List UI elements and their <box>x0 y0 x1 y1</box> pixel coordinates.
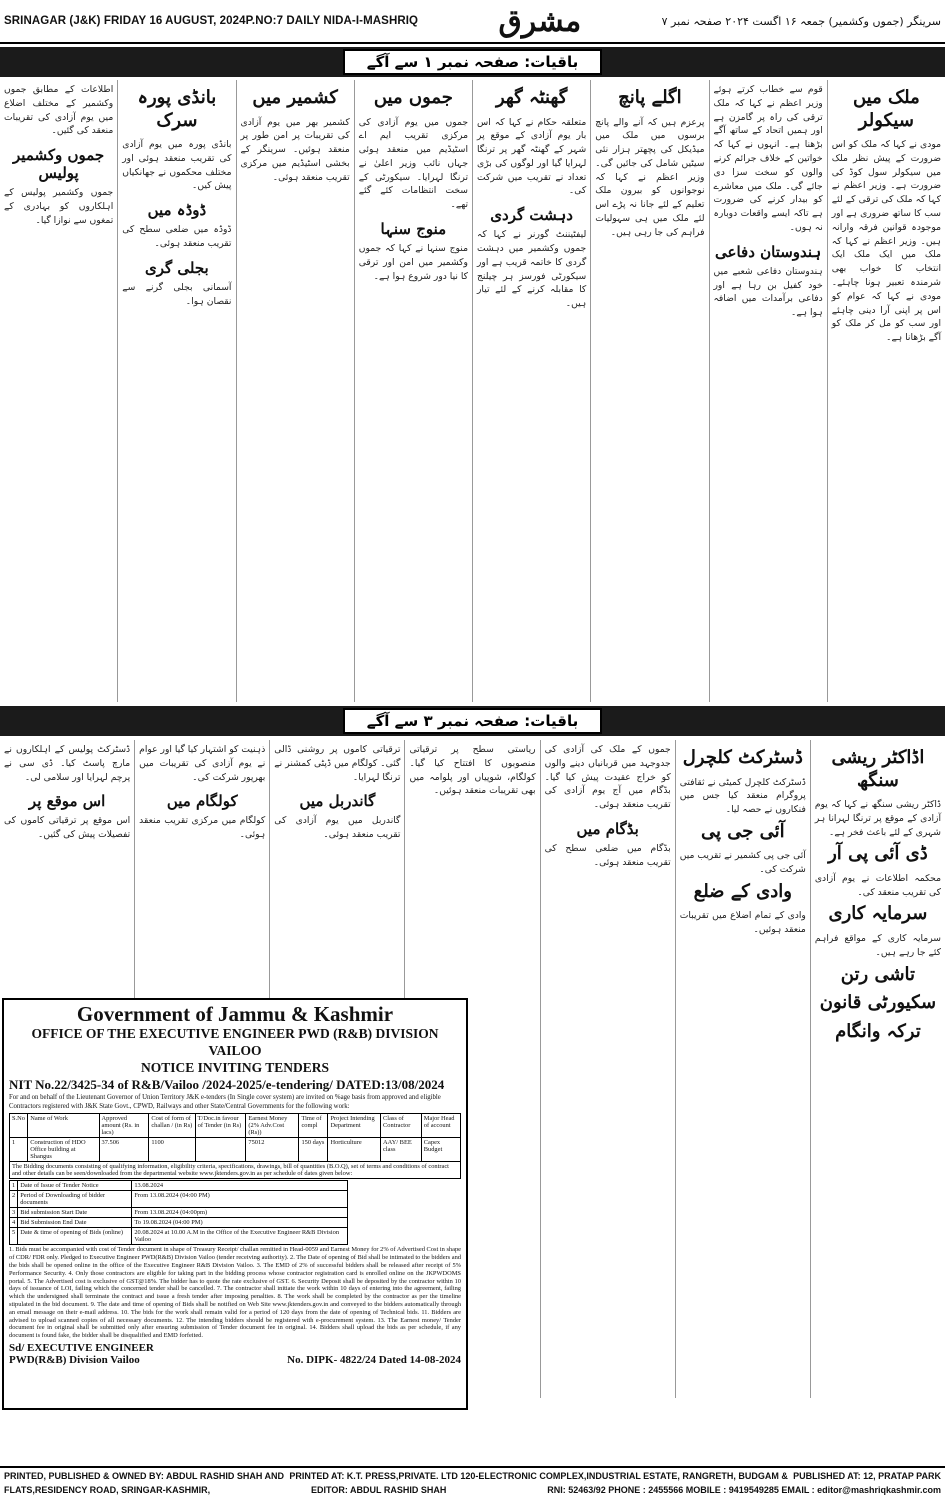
tender-notice-title: NOTICE INVITING TENDERS <box>140 1059 330 1075</box>
column-subheadline: وادی کے ضلع <box>693 880 792 902</box>
column-body: لیفٹیننٹ گورنر نے کہا کہ جموں وکشمیر میں دہشت گردی کا خاتمہ قریب ہے اور سیکورٹی فورسز ہر چیلنج کا مقابلہ کرنے کے لئے تیار ہیں۔ <box>477 229 587 310</box>
column-subheadline: ہندوستان دفاعی <box>715 242 822 261</box>
column-subheadline: سکیورٹی قانون <box>819 992 937 1014</box>
tender-office-title: OFFICE OF THE EXECUTIVE ENGINEER PWD (R&B) DIVISION VAILOO <box>31 1026 439 1058</box>
column-body: ڈسٹرکٹ پولیس کے اہلکاروں نے مارچ پاسٹ کیا۔ ڈی سی نے پرچم لہرایا اور سلامی لی۔ <box>4 744 131 783</box>
footer-published-at: PUBLISHED AT: 12, PRATAP PARK <box>793 1471 941 1481</box>
column-subheadline: سرمایہ کاری <box>828 903 928 925</box>
news-column <box>810 740 945 1398</box>
table-header-cell: Earnest Money (2% Adv.Cost (Rs)) <box>246 1114 299 1138</box>
news-column <box>236 80 354 702</box>
table-cell: 13.08.2024 <box>132 1181 348 1191</box>
column-body: ہندوستان دفاعی شعبے میں خود کفیل بن رہا ہے اور دفاعی برآمدات میں اضافہ ہوا ہے۔ <box>713 265 823 319</box>
table-cell: 1100 <box>149 1138 195 1162</box>
tender-intro: For and on behalf of the Lieutenant Governor of Union Territory J&K e-tenders (In Single cover system) are invited on %age basis from approved and eligible Contractors registered with J&K State Govt., CPWD, Railways and other State/Central Governments for the following work: <box>9 1094 441 1110</box>
table-cell <box>195 1138 246 1162</box>
masthead <box>0 0 945 44</box>
tender-government-title: Government of Jammu & Kashmir <box>76 1002 394 1026</box>
table-row <box>10 1218 348 1228</box>
table-cell: From 13.08.2024 (04:00 PM) <box>132 1191 348 1208</box>
table-header-cell: Time of compl <box>299 1114 328 1138</box>
news-column <box>675 740 810 1398</box>
table-cell: Construction of HDO Office building at Shangus <box>28 1138 99 1162</box>
tender-dipk-number: No. DIPK- 4822/24 Dated 14-08-2024 <box>287 1354 461 1366</box>
continuation-banner-top <box>0 47 945 77</box>
table-note-cell: The Bidding documents consisting of qualifying information, eligibility criteria, specifications, drawings, bill of quantities (B.O.Q), set of terms and conditions of contract and other details can be seen/downloaded from the departmental website www.jktenders.gov.in as per schedule of dates given below: <box>10 1162 461 1179</box>
table-cell: 2 <box>10 1191 18 1208</box>
column-subheadline: منوج سنہا <box>380 220 447 239</box>
column-body: سرمایہ کاری کے مواقع فراہم کئے جا رہے ہیں۔ <box>814 932 941 958</box>
news-column <box>540 740 675 1398</box>
news-column <box>472 80 590 702</box>
masthead-dateline-urdu: سرینگر (جموں وکشمیر) جمعہ ۱۶ اگست ۲۰۲۴ صفحہ نمبر ۷ <box>661 14 941 28</box>
column-body: جموں میں یوم آزادی کی مرکزی تقریب ایم اے اسٹیڈیم میں منعقد ہوئی جہاں نائب وزیر اعلیٰ نے ترنگا لہرایا۔ سیکورٹی کے سخت انتظامات کئے گئے تھے۔ <box>358 116 468 211</box>
column-subheadline: تاشی رتن <box>840 963 916 985</box>
column-body: ڈاکٹر ریشی سنگھ نے کہا کہ یوم آزادی کے موقع پر ترنگا لہرانا ہر شہری کے لئے باعث فخر ہے۔ <box>814 799 941 838</box>
footer-editor: EDITOR: ABDUL RASHID SHAH <box>311 1484 447 1495</box>
column-subheadline: آئی جی پی <box>700 820 785 842</box>
table-cell: 150 days <box>299 1138 328 1162</box>
column-subheadline: ڈوڈہ میں <box>147 201 207 220</box>
table-cell: Date & time of opening of Bids (online) <box>18 1228 132 1245</box>
column-headline: بانڈی پورہ سرک <box>137 87 217 131</box>
table-cell: 1 <box>10 1181 18 1191</box>
column-body: بڈگام میں ضلعی سطح کی تقریب منعقد ہوئی۔ <box>544 842 671 868</box>
table-header-cell: T/Doc.in favour of Tender (in Rs) <box>195 1114 246 1138</box>
table-cell: Bid Submission End Date <box>18 1218 132 1228</box>
column-subheadline: ڈی آئی پی آر <box>828 843 928 865</box>
table-cell: Horticulture <box>328 1138 381 1162</box>
column-body: آسمانی بجلی گرنے سے نقصان ہوا۔ <box>122 281 232 307</box>
table-row <box>10 1162 461 1179</box>
column-subheadline: گاندربل میں <box>299 792 376 811</box>
column-subheadline: جموں وکشمیر پولیس <box>13 146 105 183</box>
table-header-cell: Name of Work <box>28 1114 99 1138</box>
column-headline: جموں میں <box>373 87 453 108</box>
column-body: آئی جی پی کشمیر نے تقریب میں شرکت کی۔ <box>679 850 806 876</box>
column-subheadline: بجلی گری <box>145 258 209 277</box>
banner-label: باقیات: صفحہ نمبر ۱ سے آگے <box>343 49 602 75</box>
table-cell: 1 <box>10 1138 28 1162</box>
column-subheadline: بڈگام میں <box>576 819 639 838</box>
table-cell: AAY/ BEE class <box>381 1138 422 1162</box>
table-header-cell: Class of Contractor <box>381 1114 422 1138</box>
column-subheadline: اس موقع پر <box>28 792 106 811</box>
tender-schedule-table <box>9 1180 348 1245</box>
column-subheadline: کولگام میں <box>166 792 238 811</box>
news-column <box>354 80 472 702</box>
table-header-cell: Cost of form of challan / (in Rs) <box>149 1114 195 1138</box>
column-subheadline: دہشت گردی <box>490 206 573 225</box>
table-row <box>10 1191 348 1208</box>
table-cell: 5 <box>10 1228 18 1245</box>
column-body: قوم سے خطاب کرتے ہوئے وزیر اعظم نے کہا کہ ملک ترقی کی راہ پر گامزن ہے اور ہمیں اتحاد کے ساتھ آگے بڑھنا ہے۔ انہوں نے کہا کہ خواتین کے خلاف جرائم کرنے والوں کو سخت سزا دی جائے گی۔ ملک میں معاشرے کو بیدار کرنے کی ضرورت ہے تاکہ ایسے واقعات دوبارہ نہ ہوں۔ <box>713 84 823 233</box>
column-body: اس موقع پر ترقیاتی کاموں کی تفصیلات پیش کی گئیں۔ <box>4 815 131 841</box>
news-column <box>590 80 708 702</box>
table-cell: 4 <box>10 1218 18 1228</box>
column-body: ڈسٹرکٹ کلچرل کمیٹی نے ثقافتی پروگرام منعقد کیا جس میں فنکاروں نے حصہ لیا۔ <box>679 776 806 816</box>
news-column <box>709 80 827 702</box>
tender-work-table <box>9 1113 461 1179</box>
column-headline: اڈاکٹر ریشی سنگھ <box>831 747 925 791</box>
tender-nit-number: NIT No.22/3425-34 of R&B/Vailoo /2024-2025/e-tendering/ DATED:13/08/2024 <box>9 1077 445 1093</box>
column-headline: گھنٹہ گھر <box>495 87 568 108</box>
column-headline: اگلے پانچ <box>618 87 682 108</box>
column-body: اطلاعات کے مطابق جموں وکشمیر کے مختلف اضلاع میں یوم آزادی کی تقریبات منعقد کی گئیں۔ <box>4 84 114 137</box>
column-headline: ملک میں سیکولر <box>852 87 920 131</box>
table-cell: From 13.08.2024 (04:00pm) <box>132 1208 348 1218</box>
column-headline: کشمیر میں <box>252 87 338 108</box>
continuation-banner-bottom <box>0 706 945 736</box>
tender-signatory: Sd/ EXECUTIVE ENGINEER <box>9 1342 154 1354</box>
table-cell: Bid submission Start Date <box>18 1208 132 1218</box>
column-body: گاندربل میں یوم آزادی کی تقریب منعقد ہوئی۔ <box>274 815 401 841</box>
table-header-cell: Major Head of account <box>421 1114 460 1138</box>
footer-printed-at: PRINTED AT: K.T. PRESS,PRIVATE. LTD 120-ELECTRONIC COMPLEX,INDUSTRIAL ESTATE, RANGRETH, BUDGAM & <box>289 1471 788 1481</box>
tender-sign-row <box>9 1354 461 1366</box>
column-body: کولگام میں مرکزی تقریب منعقد ہوئی۔ <box>139 815 266 841</box>
table-row <box>10 1228 348 1245</box>
column-body: ذہنیت کو اشتہار کیا گیا اور عوام نے یوم آزادی کی تقریبات میں بھرپور شرکت کی۔ <box>139 744 266 783</box>
banner-label: باقیات: صفحہ نمبر ۳ سے آگے <box>343 708 602 734</box>
table-header-cell: S.No <box>10 1114 28 1138</box>
column-body: ڈوڈہ میں ضلعی سطح کی تقریب منعقد ہوئی۔ <box>122 224 232 249</box>
column-body: مودی نے کہا کہ ملک کو اس ضرورت کے پیش نظر ملک میں سیکولر سول کوڈ کی ضرورت ہے۔ وزیر اعظم نے کہا کہ ملک کی ترقی کے لئے سب کا ساتھ ضروری ہے اور موجودہ قوانین فرقہ وارانہ ہیں۔ وزیر اعظم نے کہا کہ ملک میں ایک ملک ایک انتخاب کا خواب بھی شرمندہ تعبیر ہونا چاہئے۔ مودی نے کہا کہ عوام کو اس پر اپنی آرا دینی چاہئے اور سب کو مل کر ملک کو آگے بڑھانا ہے۔ <box>831 139 941 344</box>
column-headline: ڈسٹرکٹ کلچرل <box>682 747 803 768</box>
news-column <box>117 80 235 702</box>
table-header-cell: Project Intending Department <box>328 1114 381 1138</box>
column-body: ریاستی سطح پر ترقیاتی منصوبوں کا افتتاح کیا گیا۔ کولگام، شوپیاں اور پلوامہ میں بھی تقریبات منعقد ہوئیں۔ <box>409 744 536 797</box>
column-body: محکمہ اطلاعات نے یوم آزادی کی تقریب منعقد کی۔ <box>814 872 941 898</box>
column-body: پرعزم ہیں کہ آنے والے پانچ برسوں میں ملک میں میڈیکل کی پچھتر ہزار نئی سیٹیں شامل کی جائیں گی۔ وزیر اعظم نے کہا کہ نوجوانوں کو بیرون ملک تعلیم کے لئے جانا نہ پڑے اس لئے ملک میں ہی سہولیات فراہم کی جا رہی ہیں۔ <box>595 116 705 238</box>
footer-printed-published: PRINTED, PUBLISHED & OWNED BY: ABDUL RASHID SHAH AND <box>4 1471 285 1481</box>
table-row <box>10 1181 348 1191</box>
footer-flats: FLATS,RESIDENCY ROAD, SRINGAR-KASHMIR, <box>4 1484 211 1495</box>
table-cell: 3 <box>10 1208 18 1218</box>
tender-notice-ad <box>2 998 468 1410</box>
column-body: جموں کے ملک کی آزادی کی جدوجہد میں قربانیاں دینے والوں کو خراج عقیدت پیش کیا گیا۔ بڈگام میں آج یوم آزادی کی تقریب منعقد ہوئی۔ <box>544 744 671 811</box>
news-column <box>0 80 117 702</box>
table-cell: Date of Issue of Tender Notice <box>18 1181 132 1191</box>
column-body: متعلقہ حکام نے کہا کہ اس بار یوم آزادی کے موقع پر شہر کے گھنٹہ گھر پر ترنگا لہرایا گیا اور لوگوں کی بڑی تعداد نے تقریب میں شرکت کی۔ <box>477 116 587 197</box>
table-cell: To 19.08.2024 (04:00 PM) <box>132 1218 348 1228</box>
table-cell: 37.506 <box>99 1138 149 1162</box>
column-body: وادی کے تمام اضلاع میں تقریبات منعقد ہوئیں۔ <box>679 910 806 936</box>
masthead-dateline-english: SRINAGAR (J&K) FRIDAY 16 AUGUST, 2024P.NO:7 DAILY NIDA-I-MASHRIQ <box>4 15 419 27</box>
column-body: جموں وکشمیر پولیس کے اہلکاروں کو بہادری کے تمغوں سے نوازا گیا۔ <box>4 187 114 226</box>
imprint-footer <box>0 1466 945 1504</box>
table-header-cell: Approved amount (Rs. in lacs) <box>99 1114 149 1138</box>
newspaper-logo: مشرق <box>498 3 582 39</box>
tender-division: PWD(R&B) Division Vailoo <box>9 1354 140 1366</box>
column-body: ترقیاتی کاموں پر روشنی ڈالی گئی۔ کولگام میں ڈپٹی کمشنر نے ترنگا لہرایا۔ <box>274 744 401 783</box>
footer-row <box>4 1484 941 1498</box>
news-column <box>827 80 945 702</box>
table-row <box>10 1208 348 1218</box>
footer-rni: RNI: 52463/92 PHONE : 2455566 MOBILE : 9419549285 EMAIL : editor@mashriqkashmir.com <box>547 1484 941 1495</box>
column-body: بانڈی پورہ میں یوم آزادی کی تقریب منعقد ہوئی اور مختلف محکموں نے جھانکیاں پیش کیں۔ <box>122 139 232 192</box>
top-news-section <box>0 80 945 702</box>
column-body: منوج سنہا نے کہا کہ جموں وکشمیر میں امن اور ترقی کا نیا دور شروع ہوا ہے۔ <box>358 243 468 282</box>
column-body: کشمیر بھر میں یوم آزادی کی تقریبات پر امن طور پر منعقد ہوئیں۔ سرینگر کے بخشی اسٹیڈیم میں مرکزی تقریب منعقد ہوئی۔ <box>240 116 350 183</box>
table-row <box>10 1138 461 1162</box>
tender-conditions: 1. Bids must be accompanied with cost of Tender document in shape of Treasury Receipt/ challan remitted in Head-0059 and Earnest Money for 2% of Advertised Cost in shape of CDR/ FDR only. Pledged to Executive Engineer PWD(R&B) Division Vailoo (tender receiving authority). 2. The Date of opening of Bid shall be intimated to the bidders and the bids shall be opened online in the office of the Executive Engineer R&B Division Vailoo. 3. The EMD of 2% of successful bidders shall be released after receipt of 5% Performance Security. 4. Only those contractors are eligible for taking part in the bidding process whose contractor registration card is enrolled online on the JKPWDOMS portal. 5. The Advertised cost is exclusive of GST@18%. The bidder has to quote the rate exclusive of GST. 6. Security Deposit shall be deposited by the contractor within 10 days of issuance of LOI, failing which the concerned tender shall be cancelled. 7. The contractor shall initiate the work within 10 days of entering into the agreement, failing which the undersigned shall terminate the contract and issue a fresh tender after imposing penalties. 8. The work shall be completed by the contractor as per the timeline stipulated in the bid document. 9. The date and time of opening of Bids shall be notified on Web Site www.jktenders.gov.in and conveyed to the bidders automatically through an email message on their e-mail address. 10. The bids for the work shall remain valid for a period of 120 days from the date of opening of Technical bids. 11. Bidders are advised to upload scanned copies of all necessary documents. 12. The intending bidders should be registered with e-procurement system. 13. The Earnest money/ Tender document fee in original shall be submitted only after ensuring submission of Tender document fee in original. 14. Bidders shall upload the bids as per schedule, if any document is found fake, the bidder shall be disqualified and EMD forfeited. <box>9 1246 461 1340</box>
column-subheadline: ترکہ وانگام <box>835 1020 921 1042</box>
table-header-row <box>10 1114 461 1138</box>
table-cell: 20.08.2024 at 10.00 A.M in the Office of the Executive Engineer R&B Division Vailoo <box>132 1228 348 1245</box>
table-cell: Period of Downloading of bidder documents <box>18 1191 132 1208</box>
table-cell: Capex Budget <box>421 1138 460 1162</box>
footer-row <box>4 1470 941 1484</box>
table-cell: 75012 <box>246 1138 299 1162</box>
